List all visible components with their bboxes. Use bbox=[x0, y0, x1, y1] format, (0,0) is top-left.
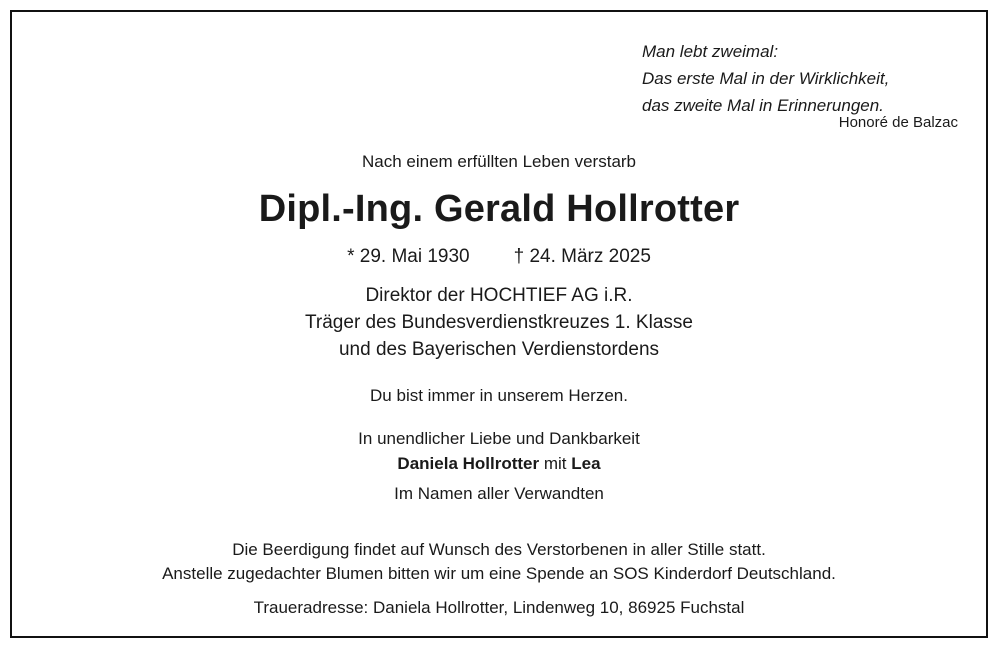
deceased-name: Dipl.-Ing. Gerald Hollrotter bbox=[258, 188, 740, 230]
notice-line: Anstelle zugedachter Blumen bitten wir um eine Spende an SOS Kinderdorf Deutschland. bbox=[162, 564, 836, 583]
titles bbox=[12, 282, 986, 363]
birth-date: * 29. Mai 1930 bbox=[347, 246, 470, 267]
title-line: und des Bayerischen Verdienstordens bbox=[338, 339, 660, 360]
condolence-address: Traueradresse: Daniela Hollrotter, Lindenweg 10, 86925 Fuchstal bbox=[253, 598, 745, 617]
mourner-secondary: Lea bbox=[571, 454, 601, 473]
quote-line: Das erste Mal in der Wirklichkeit, bbox=[642, 69, 890, 88]
quote bbox=[642, 38, 889, 119]
quote-line: das zweite Mal in Erinnerungen. bbox=[642, 96, 884, 115]
mourner-primary: Daniela Hollrotter bbox=[397, 454, 540, 473]
motto: Du bist immer in unserem Herzen. bbox=[370, 386, 628, 405]
quote-author: Honoré de Balzac bbox=[838, 114, 958, 131]
quote-line: Man lebt zweimal: bbox=[642, 42, 779, 61]
mourners bbox=[12, 426, 986, 476]
funeral-notice bbox=[12, 538, 986, 586]
obituary-notice bbox=[10, 10, 988, 638]
title-line: Direktor der HOCHTIEF AG i.R. bbox=[365, 285, 633, 306]
intro-text: Nach einem erfüllten Leben verstarb bbox=[361, 152, 637, 171]
mourners-names bbox=[12, 451, 986, 476]
mourner-connector: mit bbox=[543, 454, 567, 473]
death-date: † 24. März 2025 bbox=[513, 246, 651, 267]
life-dates bbox=[12, 246, 986, 268]
mourners-intro: In unendlicher Liebe und Dankbarkeit bbox=[358, 429, 640, 448]
title-line: Träger des Bundesverdienstkreuzes 1. Klasse bbox=[305, 312, 693, 333]
on-behalf-text: Im Namen aller Verwandten bbox=[394, 484, 604, 503]
notice-line: Die Beerdigung findet auf Wunsch des Verstorbenen in aller Stille statt. bbox=[232, 540, 766, 559]
